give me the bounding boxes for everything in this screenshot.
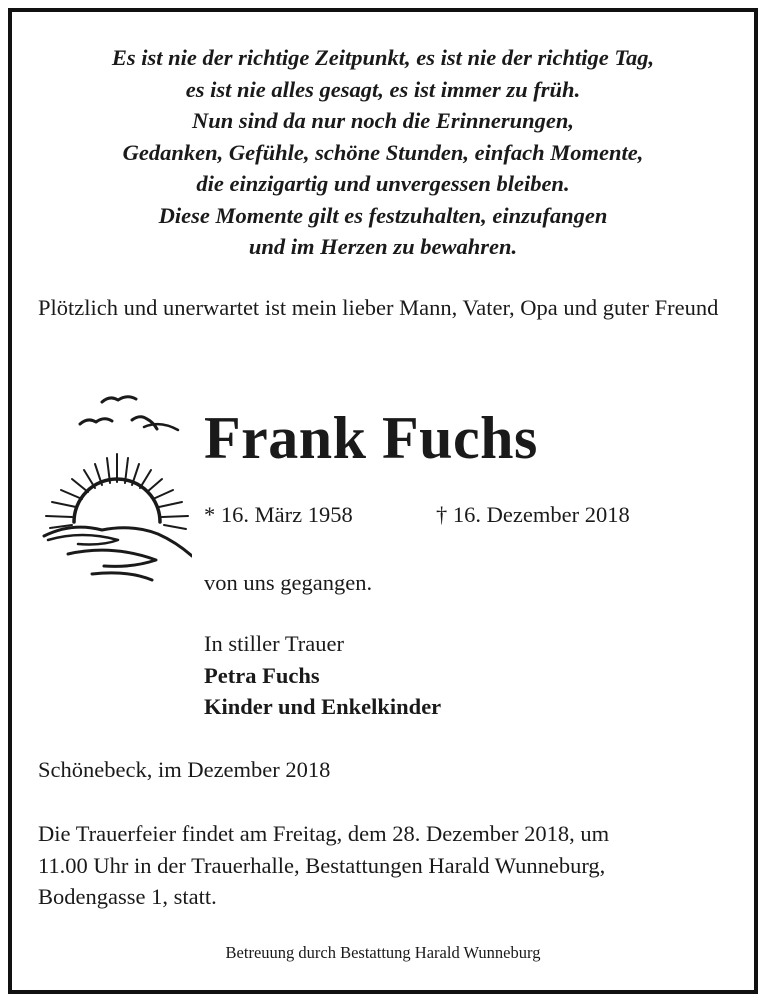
mourners-block <box>204 628 441 723</box>
poem <box>12 42 754 263</box>
mourner-name: Kinder und Enkelkinder <box>204 694 442 719</box>
footer-credit: Betreuung durch Bestattung Harald Wunneburg <box>225 943 541 962</box>
mourner-name: Petra Fuchs <box>204 662 320 688</box>
poem-line: Gedanken, Gefühle, schöne Stunden, einfach Momente, <box>122 139 644 165</box>
poem-line: Diese Momente gilt es festzuhalten, einzufangen <box>158 202 608 228</box>
poem-line: es ist nie alles gesagt, es ist immer zu früh. <box>185 76 581 102</box>
funeral-line: 11.00 Uhr in der Trauerhalle, Bestattungen Harald Wunneburg, <box>38 852 606 878</box>
poem-line: und im Herzen zu bewahren. <box>248 234 518 259</box>
death-date: † 16. Dezember 2018 <box>436 502 630 527</box>
obituary-frame <box>8 8 758 994</box>
funeral-line: Bodengasse 1, statt. <box>38 884 217 909</box>
funeral-info <box>38 818 750 913</box>
deceased-name: Frank Fuchs <box>204 405 538 471</box>
birth-date: * 16. März 1958 <box>204 502 353 527</box>
poem-line: die einzigartig und unvergessen bleiben. <box>196 171 570 196</box>
place-date: Schönebeck, im Dezember 2018 <box>38 757 331 782</box>
sunset-with-birds-icon <box>32 384 192 584</box>
passed-text: von uns gegangen. <box>204 570 373 595</box>
intro-text: Plötzlich und unerwartet ist mein lieber Mann, Vater, Opa und guter Freund <box>38 295 719 320</box>
poem-line: Es ist nie der richtige Zeitpunkt, es ist nie der richtige Tag, <box>111 45 655 70</box>
mourning-heading: In stiller Trauer <box>204 631 344 656</box>
poem-line: Nun sind da nur noch die Erinnerungen, <box>191 108 575 133</box>
funeral-line: Die Trauerfeier findet am Freitag, dem 28. Dezember 2018, um <box>38 821 610 846</box>
